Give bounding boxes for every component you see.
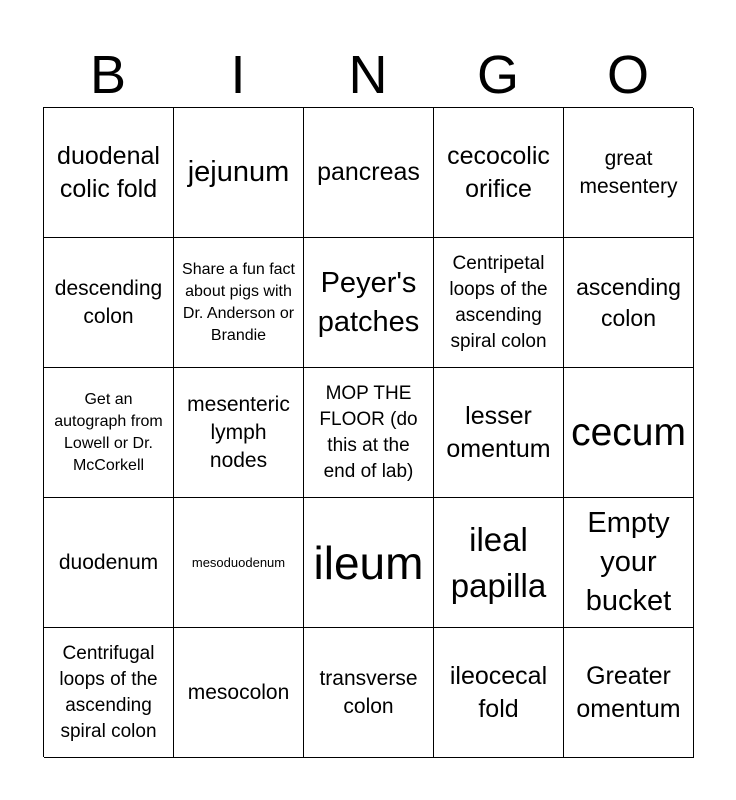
cell-label: ileum	[313, 536, 424, 589]
cell-label: MOP THE FLOOR (do this at the end of lab)	[319, 382, 418, 482]
cell-label: Greater omentum	[576, 661, 681, 723]
cell-label: mesenteric lymph nodes	[187, 392, 290, 472]
bingo-cell[interactable]	[44, 628, 174, 758]
header-letter-b: B	[89, 45, 127, 105]
cell-label: lesser omentum	[446, 401, 551, 463]
cell-label: cecum	[571, 410, 686, 454]
cell-label: Empty your bucket	[585, 507, 672, 617]
cell-label: Peyer's patches	[317, 266, 420, 338]
bingo-cell[interactable]	[434, 238, 564, 368]
bingo-board	[43, 107, 693, 757]
bingo-cell[interactable]	[174, 628, 304, 758]
bingo-cell[interactable]	[564, 498, 694, 628]
bingo-cell[interactable]	[434, 498, 564, 628]
bingo-cell[interactable]	[304, 498, 434, 628]
bingo-cell[interactable]	[434, 628, 564, 758]
cell-label: Centrifugal loops of the ascending spiral colon	[59, 642, 158, 742]
bingo-cell[interactable]	[304, 238, 434, 368]
cell-label: cecocolic orifice	[447, 141, 550, 203]
cell-label: ileocecal fold	[449, 661, 548, 723]
bingo-cell[interactable]	[564, 238, 694, 368]
bingo-cell[interactable]	[434, 368, 564, 498]
bingo-cell[interactable]	[44, 238, 174, 368]
cell-label: transverse colon	[319, 666, 418, 718]
header-letter-g: G	[476, 45, 519, 105]
bingo-cell[interactable]	[44, 108, 174, 238]
cell-label: ileal papilla	[450, 520, 547, 604]
bingo-cell[interactable]	[304, 108, 434, 238]
header-letter-i: I	[230, 45, 246, 105]
bingo-cell[interactable]	[564, 628, 694, 758]
cell-label: pancreas	[317, 158, 420, 186]
cell-label: mesoduodenum	[191, 554, 286, 570]
bingo-cell[interactable]	[304, 628, 434, 758]
cell-label: Share a fun fact about pigs with Dr. Anderson or Brandie	[182, 260, 295, 344]
bingo-cell[interactable]	[174, 108, 304, 238]
cell-label: descending colon	[54, 276, 163, 328]
bingo-cell[interactable]	[44, 498, 174, 628]
bingo-cell[interactable]	[564, 108, 694, 238]
bingo-cell[interactable]	[434, 108, 564, 238]
bingo-header	[43, 44, 693, 106]
header-letter-n: N	[348, 45, 388, 105]
cell-label: duodenum	[58, 550, 159, 574]
bingo-cell[interactable]	[304, 368, 434, 498]
cell-label: mesocolon	[187, 680, 290, 704]
cell-label: ascending colon	[576, 273, 681, 331]
header-letter-o: O	[606, 45, 649, 105]
cell-label: great mesentery	[579, 146, 678, 198]
bingo-cell[interactable]	[174, 498, 304, 628]
bingo-cell[interactable]	[564, 368, 694, 498]
bingo-cell[interactable]	[174, 238, 304, 368]
bingo-cell[interactable]	[174, 368, 304, 498]
cell-label: Centripetal loops of the ascending spiral colon	[449, 252, 548, 352]
cell-label: Get an autograph from Lowell or Dr. McCorkell	[54, 390, 163, 474]
cell-label: jejunum	[187, 156, 290, 188]
bingo-cell[interactable]	[44, 368, 174, 498]
cell-label: duodenal colic fold	[57, 141, 160, 203]
